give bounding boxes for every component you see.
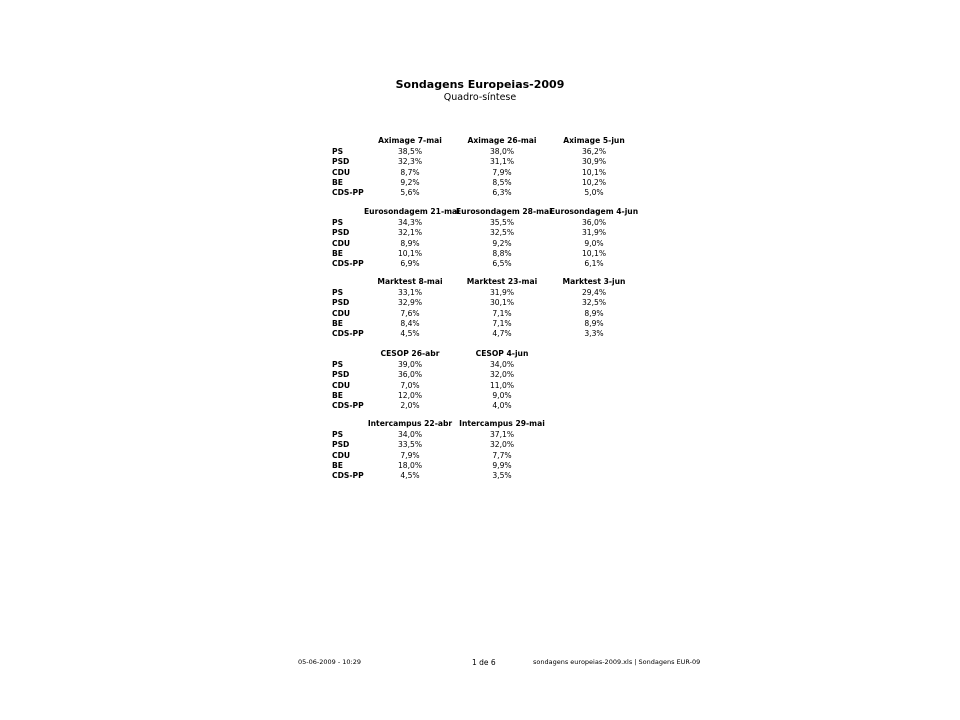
poll-header-row (332, 418, 632, 430)
poll-value: 8,9% (584, 308, 604, 318)
poll-column-header: Marktest 23-mai (466, 277, 538, 286)
poll-value: 9,9% (492, 460, 512, 470)
party-label: PS (332, 147, 344, 156)
poll-row (332, 239, 632, 249)
poll-row (332, 440, 632, 450)
poll-value: 8,5% (492, 177, 512, 187)
footer-page-number: 1 de 6 (472, 658, 496, 667)
poll-value: 2,0% (400, 401, 420, 411)
party-label: CDU (332, 238, 351, 248)
poll-row (332, 288, 632, 298)
poll-row (332, 228, 632, 238)
party-label: CDU (332, 450, 351, 460)
poll-value: 6,5% (492, 259, 512, 269)
party-label: CDU (332, 167, 351, 177)
poll-column-header: Aximage 26-mai (467, 136, 537, 145)
poll-value: 8,4% (400, 318, 420, 328)
poll-value: 4,7% (492, 329, 512, 339)
poll-value: 30,9% (581, 157, 607, 167)
poll-value: 36,2% (581, 147, 607, 156)
poll-value: 3,3% (584, 329, 604, 339)
poll-header-row (332, 135, 632, 147)
party-label: CDS-PP (332, 401, 364, 411)
poll-value: 3,5% (492, 471, 512, 481)
poll-value: 34,0% (489, 360, 515, 369)
poll-value: 4,5% (400, 329, 420, 339)
poll-value: 33,1% (397, 288, 423, 297)
poll-value: 4,0% (492, 401, 512, 411)
poll-row (332, 298, 632, 308)
poll-row (332, 178, 632, 188)
party-label: PSD (332, 370, 350, 380)
poll-column-header: CESOP 26-abr (380, 349, 440, 358)
party-label: PS (332, 360, 344, 369)
poll-row (332, 430, 632, 440)
footer-datetime: 05-06-2009 - 10:29 (298, 658, 361, 666)
poll-value: 7,1% (492, 318, 512, 328)
poll-row (332, 319, 632, 329)
poll-column-header: Intercampus 22-abr (367, 419, 453, 428)
poll-value: 29,4% (581, 288, 607, 297)
party-label: CDS-PP (332, 471, 364, 481)
poll-block (332, 206, 639, 269)
poll-column-header: Eurosondagem 4-jun (549, 207, 639, 216)
poll-value: 32,9% (397, 298, 423, 308)
poll-value: 32,3% (397, 157, 423, 167)
party-label: BE (332, 460, 343, 470)
poll-header-row (332, 348, 632, 360)
party-label: PS (332, 218, 344, 227)
poll-value: 11,0% (489, 380, 515, 390)
poll-value: 32,5% (581, 298, 607, 308)
poll-row (332, 168, 632, 178)
poll-header-row (332, 206, 639, 218)
poll-row (332, 381, 632, 391)
poll-row (332, 218, 632, 228)
party-label: CDU (332, 308, 351, 318)
poll-column-header: CESOP 4-jun (475, 349, 529, 358)
poll-row (332, 451, 632, 461)
poll-value: 31,1% (489, 157, 515, 167)
poll-row (332, 188, 632, 198)
poll-column-header: Intercampus 29-mai (459, 419, 545, 428)
poll-value: 10,1% (581, 167, 607, 177)
poll-row (332, 401, 632, 411)
party-label: BE (332, 390, 343, 400)
poll-block (332, 135, 632, 198)
poll-column-header: Aximage 7-mai (378, 136, 442, 145)
poll-row (332, 471, 632, 481)
poll-value: 32,0% (489, 370, 515, 380)
poll-column-header: Aximage 5-jun (563, 136, 625, 145)
poll-value: 8,9% (400, 238, 420, 248)
poll-header-row (332, 276, 632, 288)
poll-column-header: Marktest 3-jun (562, 277, 626, 286)
poll-value: 8,7% (400, 167, 420, 177)
poll-value: 8,9% (584, 318, 604, 328)
poll-row (332, 391, 632, 401)
poll-value: 31,9% (489, 288, 515, 297)
poll-block (332, 418, 632, 481)
poll-value: 34,3% (397, 218, 423, 227)
poll-block (332, 276, 632, 339)
poll-value: 33,5% (397, 440, 423, 450)
page-title: Sondagens Europeias-2009 (395, 78, 565, 91)
poll-value: 10,1% (397, 248, 423, 258)
poll-value: 30,1% (489, 298, 515, 308)
poll-row (332, 309, 632, 319)
poll-value: 7,9% (400, 450, 420, 460)
party-label: BE (332, 248, 343, 258)
party-label: CDS-PP (332, 188, 364, 198)
poll-block (332, 348, 632, 411)
poll-value: 38,5% (397, 147, 423, 156)
poll-row (332, 249, 632, 259)
poll-row (332, 259, 632, 269)
party-label: CDU (332, 380, 351, 390)
party-label: BE (332, 318, 343, 328)
party-label: PSD (332, 440, 350, 450)
poll-value: 6,9% (400, 259, 420, 269)
party-label: PSD (332, 228, 350, 238)
poll-row (332, 157, 632, 167)
poll-value: 12,0% (397, 390, 423, 400)
poll-value: 32,5% (489, 228, 515, 238)
poll-value: 39,0% (397, 360, 423, 369)
party-label: PS (332, 430, 344, 439)
poll-value: 7,6% (400, 308, 420, 318)
poll-value: 18,0% (397, 460, 423, 470)
poll-value: 7,7% (492, 450, 512, 460)
poll-value: 36,0% (397, 370, 423, 380)
poll-value: 7,0% (400, 380, 420, 390)
footer-file-name: sondagens europeias-2009.xls | Sondagens EUR-09 (533, 658, 701, 666)
poll-value: 5,0% (584, 188, 604, 198)
poll-column-header: Eurosondagem 21-mai (364, 207, 460, 216)
poll-value: 4,5% (400, 471, 420, 481)
poll-value: 35,5% (489, 218, 515, 227)
party-label: PSD (332, 157, 350, 167)
poll-value: 9,2% (492, 238, 512, 248)
party-label: PS (332, 288, 344, 297)
poll-value: 6,3% (492, 188, 512, 198)
party-label: CDS-PP (332, 329, 364, 339)
party-label: BE (332, 177, 343, 187)
poll-value: 9,2% (400, 177, 420, 187)
poll-value: 37,1% (489, 430, 515, 439)
poll-column-header: Eurosondagem 28-mai (456, 207, 552, 216)
poll-value: 7,1% (492, 308, 512, 318)
poll-value: 38,0% (489, 147, 515, 156)
poll-row (332, 329, 632, 339)
poll-row (332, 147, 632, 157)
poll-row (332, 461, 632, 471)
poll-value: 32,0% (489, 440, 515, 450)
poll-value: 6,1% (584, 259, 604, 269)
poll-row (332, 370, 632, 380)
poll-value: 10,1% (581, 248, 607, 258)
poll-value: 7,9% (492, 167, 512, 177)
poll-value: 5,6% (400, 188, 420, 198)
poll-value: 36,0% (581, 218, 607, 227)
poll-column-header: Marktest 8-mai (377, 277, 443, 286)
page-subtitle: Quadro-síntese (443, 92, 517, 103)
poll-value: 34,0% (397, 430, 423, 439)
poll-value: 31,9% (581, 228, 607, 238)
poll-value: 9,0% (492, 390, 512, 400)
poll-value: 8,8% (492, 248, 512, 258)
party-label: PSD (332, 298, 350, 308)
poll-value: 9,0% (584, 238, 604, 248)
poll-row (332, 360, 632, 370)
poll-value: 32,1% (397, 228, 423, 238)
poll-value: 10,2% (581, 177, 607, 187)
party-label: CDS-PP (332, 259, 364, 269)
